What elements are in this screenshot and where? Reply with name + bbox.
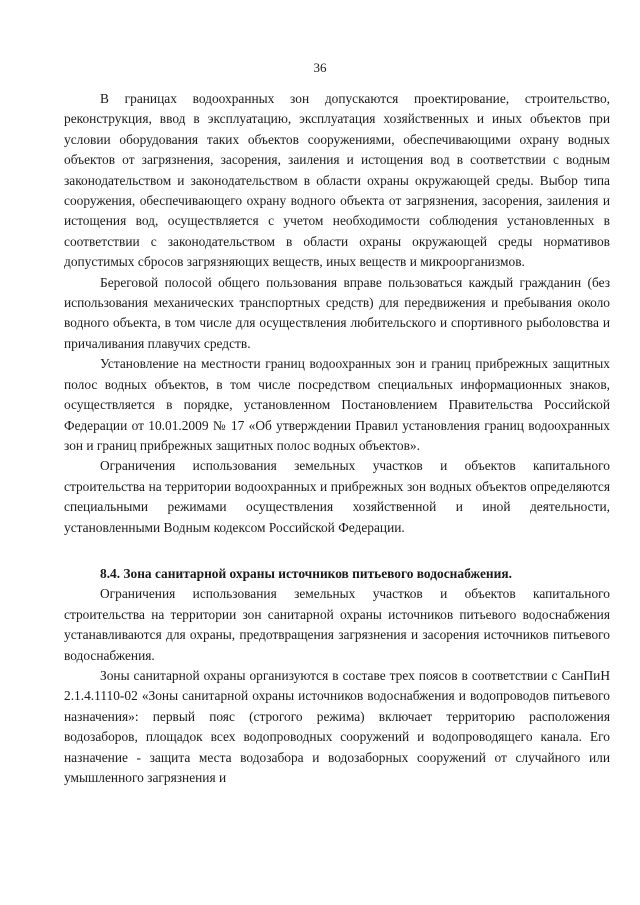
paragraph-water-protection-zones: В границах водоохранных зон допускаются проектирование, строительство, реконструкция, ввод в эксплуатацию, эксплуатация хозяйственных и иных объектов при условии оборудования таких объектов сооружениями, обеспечивающими охрану водных объектов от загрязнения, засорения, заиления и истощения вод в соответствии с водным законодательством и законодательством в области охраны окружающей среды. Выбор типа сооружения, обеспечивающего охрану водного объекта от загрязнения, засорения, заиления и истощения вод, осуществляется с учетом необходимости соблюдения установленных в соответствии с законодательством в области охраны окружающей среды нормативов допустимых сбросов загрязняющих веществ, иных веществ и микроорганизмов. [64,91,610,270]
paragraph-sanitary-zone-belts: Зоны санитарной охраны организуются в составе трех поясов в соответствии с СанПиН 2.1.4.1110-02 «Зоны санитарной охраны источников водоснабжения и водопроводов питьевого назначения»: первый пояс (строгого режима) включает территорию расположения водозаборов, площадок всех водопроводных сооружений и водопроводящего канала. Его назначение - защита места водозабора и водозаборных сооружений от случайного или умышленного загрязнения и [64,667,610,785]
section-heading: 8.4. Зона санитарной охраны источников питьевого водоснабжения. [100,565,512,581]
paragraph-land-use-restrictions: Ограничения использования земельных участков и объектов капитального строительства на территории водоохранных и прибрежных зон водных объектов определяются специальными режимами осуществления хозяйственной и иной деятельности, установленными Водным кодексом Российской Федерации. [64,458,610,535]
paragraph-shore-strip: Береговой полосой общего пользования вправе пользоваться каждый гражданин (без использования механических транспортных средств) для передвижения и пребывания около водного объекта, в том числе для осуществления любительского и спортивного рыболовства и причаливания плавучих средств. [64,274,610,351]
paragraph-boundary-establishment: Установление на местности границ водоохранных зон и границ прибрежных защитных полос водных объектов, в том числе посредством специальных информационных знаков, осуществляется в порядке, установленном Постановлением Правительства Российской Федерации от 10.01.2009 № 17 «Об утверждении Правил установления границ водоохранных зон и границ прибрежных защитных полос водных объектов». [64,356,610,453]
page-number: 36 [313,60,327,75]
paragraph-sanitary-zone-restrictions: Ограничения использования земельных участков и объектов капитального строительства на территории зон санитарной охраны источников питьевого водоснабжения устанавливаются для охраны, предотвращения загрязнения и засорения источников питьевого водоснабжения. [64,586,610,663]
document-body [64,89,610,788]
